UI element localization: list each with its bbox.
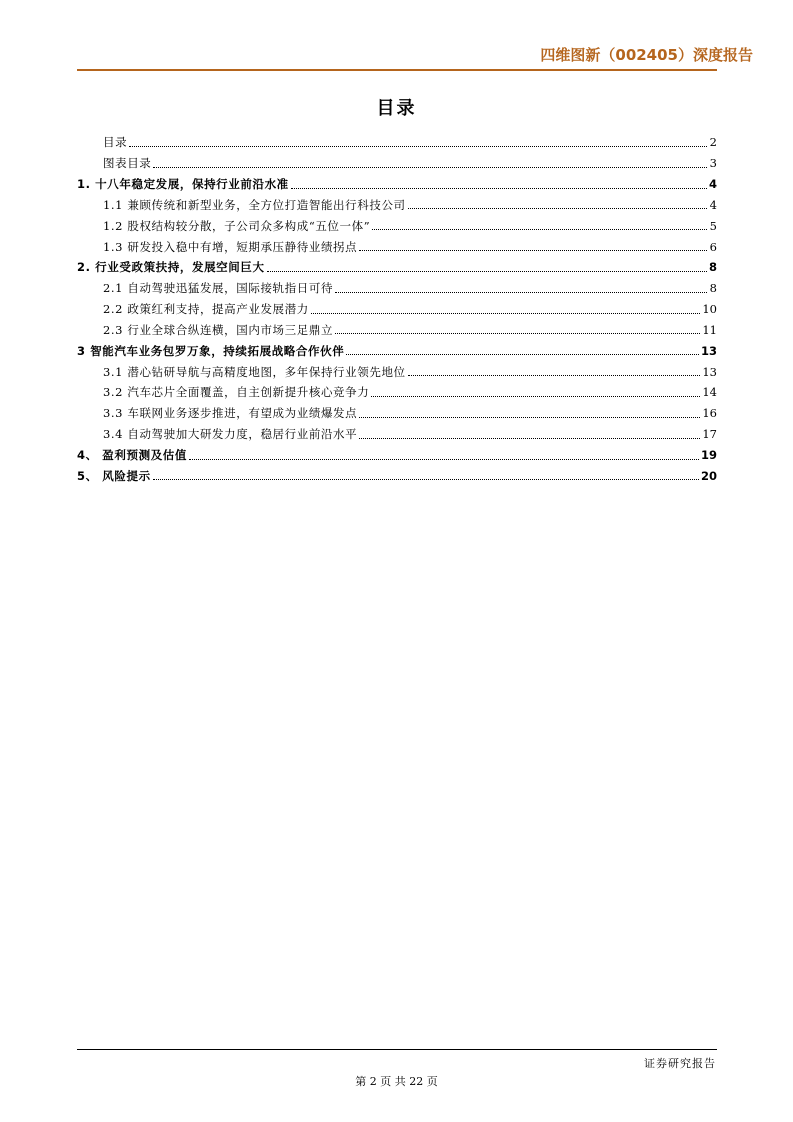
toc-entry-text: 3.4 自动驾驶加大研发力度，稳居行业前沿水平	[103, 427, 358, 442]
toc-entry-page: 6	[709, 239, 717, 254]
toc-entry-page: 4	[708, 177, 717, 192]
toc-section-entry[interactable]	[77, 255, 717, 276]
table-of-contents	[77, 130, 717, 484]
toc-entry-page: 17	[702, 427, 717, 442]
header-divider	[77, 69, 717, 71]
toc-entry[interactable]	[77, 213, 717, 234]
toc-entry-page: 13	[702, 364, 717, 379]
toc-entry[interactable]	[77, 318, 717, 339]
toc-leader	[311, 313, 701, 314]
toc-leader	[408, 208, 707, 209]
toc-entry[interactable]	[77, 193, 717, 214]
toc-leader	[129, 146, 707, 147]
toc-leader	[371, 396, 700, 397]
toc-entry-page: 10	[702, 302, 717, 317]
toc-leader	[359, 417, 700, 418]
toc-section-entry[interactable]	[77, 464, 717, 485]
toc-entry-text: 3.2 汽车芯片全面覆盖，自主创新提升核心竞争力	[103, 385, 370, 400]
toc-entry-text: 1.3 研发投入稳中有增，短期承压静待业绩拐点	[103, 239, 358, 254]
toc-entry-text: 目录	[103, 135, 128, 150]
footer-publisher: 证券研究报告	[644, 1057, 716, 1070]
footer-page-number: 第 2 页 共 22 页	[355, 1075, 438, 1088]
toc-entry[interactable]	[77, 297, 717, 318]
toc-leader	[359, 250, 707, 251]
toc-entry-text: 1.2 股权结构较分散，子公司众多构成“五位一体”	[103, 218, 371, 233]
toc-entry-text: 1.1 兼顾传统和新型业务，全方位打造智能出行科技公司	[103, 197, 406, 212]
toc-title: 目录	[376, 98, 417, 119]
toc-leader	[291, 188, 707, 189]
toc-entry[interactable]	[77, 151, 717, 172]
toc-leader	[346, 354, 699, 355]
toc-entry-page: 13	[700, 343, 717, 358]
toc-section-entry[interactable]	[77, 338, 717, 359]
toc-entry-text: 4、 盈利预测及估值	[77, 448, 188, 462]
toc-entry[interactable]	[77, 380, 717, 401]
toc-entry[interactable]	[77, 234, 717, 255]
toc-entry[interactable]	[77, 401, 717, 422]
toc-entry-text: 3.1 潜心钻研导航与高精度地图，多年保持行业领先地位	[103, 364, 406, 379]
toc-entry[interactable]	[77, 359, 717, 380]
toc-entry-text: 2.2 政策红利支持，提高产业发展潜力	[103, 302, 309, 317]
toc-entry-page: 16	[702, 406, 717, 421]
toc-entry[interactable]	[77, 422, 717, 443]
toc-entry-page: 14	[702, 385, 717, 400]
toc-entry-text: 图表目录	[103, 156, 152, 171]
toc-leader	[359, 438, 700, 439]
toc-section-entry[interactable]	[77, 172, 717, 193]
toc-entry-page: 8	[708, 260, 717, 275]
toc-entry-text: 5、 风险提示	[77, 468, 151, 483]
toc-entry-page: 4	[709, 197, 717, 212]
footer-divider	[77, 1049, 717, 1050]
toc-leader	[153, 479, 699, 480]
toc-entry-text: 2. 行业受政策扶持，发展空间巨大	[77, 260, 265, 275]
toc-entry[interactable]	[77, 130, 717, 151]
toc-entry[interactable]	[77, 276, 717, 297]
toc-leader	[408, 375, 701, 376]
toc-entry-page: 3	[709, 156, 717, 171]
toc-entry-page: 20	[700, 468, 717, 483]
toc-entry-page: 19	[700, 448, 717, 462]
toc-entry-text: 2.3 行业全球合纵连横，国内市场三足鼎立	[103, 322, 334, 337]
toc-entry-text: 3.3 车联网业务逐步推进，有望成为业绩爆发点	[103, 406, 358, 421]
toc-leader	[189, 459, 699, 460]
toc-entry-page: 8	[709, 281, 717, 296]
toc-entry-text: 2.1 自动驾驶迅猛发展，国际接轨指日可待	[103, 281, 334, 296]
toc-leader	[335, 292, 707, 293]
toc-section-entry[interactable]	[77, 443, 717, 464]
toc-leader	[267, 271, 707, 272]
toc-entry-page: 11	[702, 322, 717, 337]
toc-entry-page: 5	[709, 218, 717, 233]
report-header-title: 四维图新（002405）深度报告	[540, 46, 753, 64]
toc-leader	[335, 333, 700, 334]
toc-leader	[153, 167, 707, 168]
toc-entry-text: 1. 十八年稳定发展，保持行业前沿水准	[77, 177, 289, 192]
toc-entry-page: 2	[709, 135, 717, 150]
toc-entry-text: 3 智能汽车业务包罗万象，持续拓展战略合作伙伴	[77, 343, 345, 358]
toc-leader	[372, 229, 707, 230]
